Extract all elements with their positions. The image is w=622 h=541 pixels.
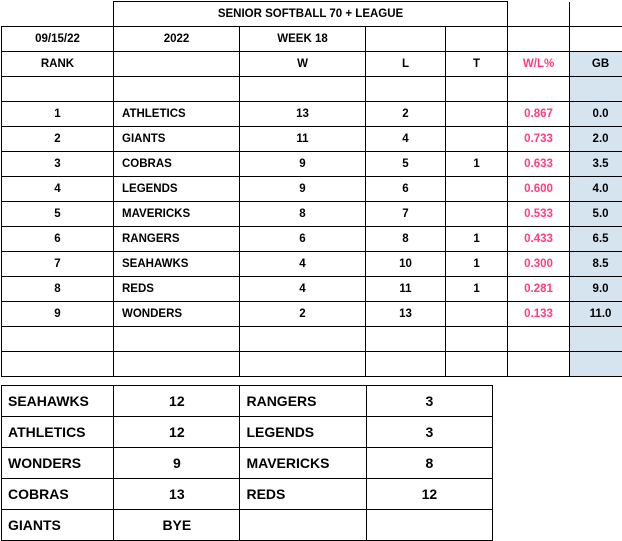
games-back-cell: 6.5 [570, 227, 622, 252]
score-home-runs: 12 [114, 417, 240, 448]
col-header-w: W [240, 52, 366, 77]
score-away-team: RANGERS [240, 386, 366, 417]
rank-cell: 7 [2, 252, 114, 277]
meta-blank-3 [508, 27, 570, 52]
wl-pct-cell: 0.133 [508, 302, 570, 327]
spacer-cell [114, 77, 240, 102]
score-away-team [240, 510, 366, 541]
spacer-cell [446, 327, 508, 352]
table-row [2, 302, 622, 327]
table-row [2, 277, 622, 302]
rank-cell: 5 [2, 202, 114, 227]
spacer-cell [114, 352, 240, 377]
wins-cell: 9 [240, 177, 366, 202]
ties-cell [446, 202, 508, 227]
season-cell: 2022 [114, 27, 240, 52]
col-header-rank: RANK [2, 52, 114, 77]
wl-pct-cell: 0.300 [508, 252, 570, 277]
rank-cell: 3 [2, 152, 114, 177]
wins-cell: 6 [240, 227, 366, 252]
col-header-t: T [446, 52, 508, 77]
wins-cell: 2 [240, 302, 366, 327]
spacer-cell [2, 327, 114, 352]
rank-cell: 2 [2, 127, 114, 152]
spacer-cell [240, 352, 366, 377]
table-row [2, 417, 493, 448]
games-back-cell: 3.5 [570, 152, 622, 177]
col-header-gb: GB [570, 52, 622, 77]
wins-cell: 13 [240, 102, 366, 127]
ties-cell [446, 177, 508, 202]
spacer-cell-gb [570, 352, 622, 377]
games-back-cell: 2.0 [570, 127, 622, 152]
table-row [2, 510, 493, 541]
spacer-cell [2, 77, 114, 102]
games-back-cell: 4.0 [570, 177, 622, 202]
team-cell: GIANTS [114, 127, 240, 152]
score-home-team: ATHLETICS [2, 417, 114, 448]
team-cell: COBRAS [114, 152, 240, 177]
spacer-cell-gb [570, 327, 622, 352]
spacer-cell-gb [570, 77, 622, 102]
score-away-team: MAVERICKS [240, 448, 366, 479]
wl-pct-cell: 0.533 [508, 202, 570, 227]
spacer-cell [508, 352, 570, 377]
spacer-cell [2, 352, 114, 377]
team-cell: SEAHAWKS [114, 252, 240, 277]
rank-cell: 6 [2, 227, 114, 252]
date-cell: 09/15/22 [2, 27, 114, 52]
losses-cell: 13 [366, 302, 446, 327]
score-away-team: REDS [240, 479, 366, 510]
score-home-runs: 9 [114, 448, 240, 479]
score-home-team: COBRAS [2, 479, 114, 510]
table-row [2, 152, 622, 177]
rank-cell: 1 [2, 102, 114, 127]
title-right-spacer-2 [570, 2, 622, 27]
table-row [2, 386, 493, 417]
spacer-row-bottom-2 [2, 352, 622, 377]
team-cell: RANGERS [114, 227, 240, 252]
wins-cell: 4 [240, 277, 366, 302]
table-row [2, 252, 622, 277]
spacer-cell [508, 327, 570, 352]
wins-cell: 8 [240, 202, 366, 227]
meta-blank-2 [446, 27, 508, 52]
score-home-team: GIANTS [2, 510, 114, 541]
team-cell: LEGENDS [114, 177, 240, 202]
games-back-cell: 0.0 [570, 102, 622, 127]
wins-cell: 11 [240, 127, 366, 152]
score-away-team: LEGENDS [240, 417, 366, 448]
ties-cell [446, 302, 508, 327]
rank-cell: 9 [2, 302, 114, 327]
losses-cell: 10 [366, 252, 446, 277]
wl-pct-cell: 0.867 [508, 102, 570, 127]
ties-cell [446, 127, 508, 152]
losses-cell: 8 [366, 227, 446, 252]
league-title: SENIOR SOFTBALL 70 + LEAGUE [114, 2, 508, 27]
score-home-team: WONDERS [2, 448, 114, 479]
col-header-wl: W/L% [508, 52, 570, 77]
team-cell: ATHLETICS [114, 102, 240, 127]
table-row [2, 448, 493, 479]
wins-cell: 4 [240, 252, 366, 277]
title-right-spacer [508, 2, 570, 27]
title-left-spacer [2, 2, 114, 27]
header-meta-row [2, 27, 622, 52]
spacer-row-bottom-1 [2, 327, 622, 352]
score-away-runs: 8 [366, 448, 492, 479]
spacer-cell [366, 352, 446, 377]
wl-pct-cell: 0.733 [508, 127, 570, 152]
spacer-cell [240, 327, 366, 352]
rank-cell: 4 [2, 177, 114, 202]
ties-cell: 1 [446, 277, 508, 302]
column-header-row [2, 52, 622, 77]
table-row [2, 227, 622, 252]
wins-cell: 9 [240, 152, 366, 177]
table-row [2, 102, 622, 127]
score-home-team: SEAHAWKS [2, 386, 114, 417]
spacer-cell [366, 77, 446, 102]
games-back-cell: 5.0 [570, 202, 622, 227]
table-row [2, 202, 622, 227]
col-header-l: L [366, 52, 446, 77]
losses-cell: 7 [366, 202, 446, 227]
ties-cell: 1 [446, 252, 508, 277]
spacer-cell [446, 352, 508, 377]
spacer-row-top [2, 77, 622, 102]
ties-cell: 1 [446, 227, 508, 252]
rank-cell: 8 [2, 277, 114, 302]
meta-blank-4 [570, 27, 622, 52]
table-row [2, 177, 622, 202]
table-row [2, 127, 622, 152]
scores-table [1, 385, 493, 541]
team-cell: WONDERS [114, 302, 240, 327]
standings-table [1, 1, 622, 377]
ties-cell [446, 102, 508, 127]
games-back-cell: 8.5 [570, 252, 622, 277]
losses-cell: 11 [366, 277, 446, 302]
losses-cell: 4 [366, 127, 446, 152]
games-back-cell: 9.0 [570, 277, 622, 302]
spacer-cell [508, 77, 570, 102]
spacer-cell [446, 77, 508, 102]
wl-pct-cell: 0.600 [508, 177, 570, 202]
meta-blank-1 [366, 27, 446, 52]
wl-pct-cell: 0.281 [508, 277, 570, 302]
wl-pct-cell: 0.633 [508, 152, 570, 177]
team-cell: MAVERICKS [114, 202, 240, 227]
losses-cell: 6 [366, 177, 446, 202]
team-cell: REDS [114, 277, 240, 302]
score-away-runs: 12 [366, 479, 492, 510]
spacer-cell [114, 327, 240, 352]
score-home-runs: 12 [114, 386, 240, 417]
score-home-runs: BYE [114, 510, 240, 541]
table-row [2, 479, 493, 510]
spacer-cell [240, 77, 366, 102]
games-back-cell: 11.0 [570, 302, 622, 327]
wl-pct-cell: 0.433 [508, 227, 570, 252]
league-title-row [2, 2, 622, 27]
ties-cell: 1 [446, 152, 508, 177]
score-away-runs [366, 510, 492, 541]
spacer-cell [366, 327, 446, 352]
score-away-runs: 3 [366, 417, 492, 448]
col-header-team [114, 52, 240, 77]
week-cell: WEEK 18 [240, 27, 366, 52]
losses-cell: 2 [366, 102, 446, 127]
score-home-runs: 13 [114, 479, 240, 510]
losses-cell: 5 [366, 152, 446, 177]
score-away-runs: 3 [366, 386, 492, 417]
